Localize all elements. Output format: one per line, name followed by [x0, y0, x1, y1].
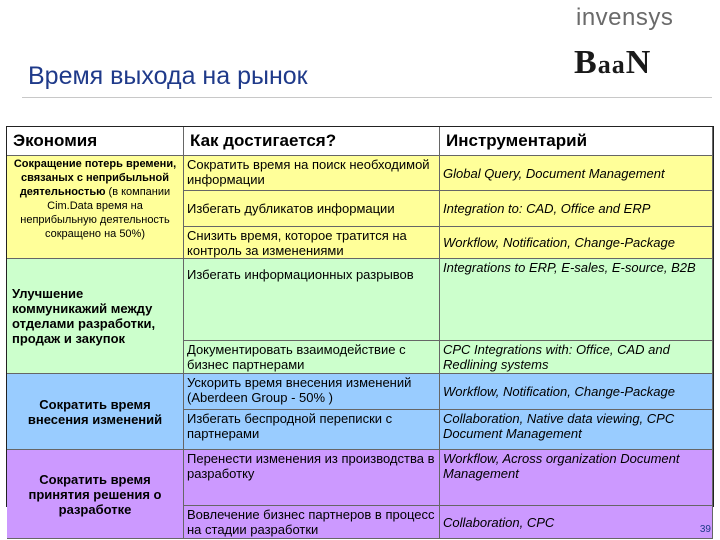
how-cell-1: Сократить время на поиск необходимой информации	[184, 156, 440, 191]
economy-purple-text: Сократить время принятия решения о разработке	[28, 471, 162, 517]
tool-cell-4: Integrations to ERP, E-sales, E-source, B2B	[440, 259, 713, 341]
how-cell-7: Избегать беспродной переписки с партнерами	[184, 410, 440, 450]
tool-cell-5: CPC Integrations with: Office, CAD and Redlining systems	[440, 341, 713, 374]
header-economy: Экономия	[7, 127, 184, 156]
baan-logo-n: N	[625, 44, 652, 81]
economy-cell-purple	[7, 450, 184, 539]
how-cell-4: Избегать информационных разрывов	[184, 259, 440, 341]
slide-title: Время выхода на рынок	[28, 62, 308, 90]
how-cell-8: Перенести изменения из производства в разработку	[184, 450, 440, 506]
page-number: 39	[699, 524, 711, 535]
tool-cell-1: Global Query, Document Management	[440, 156, 713, 191]
tool-cell-9: Collaboration, CPC	[440, 506, 713, 539]
baan-logo-b: B	[574, 44, 598, 81]
economy-yellow-bold: Сокращение потерь времени, связаных с неприбыльной деятельностью	[13, 158, 177, 198]
title-divider	[22, 97, 712, 98]
tool-cell-6: Workflow, Notification, Change-Package	[440, 374, 713, 410]
economy-cell-blue	[7, 374, 184, 450]
how-cell-2: Избегать дубликатов информации	[184, 191, 440, 227]
economy-yellow-note: (в компании Cim.Data время на неприбыльную деятельность сокращено на 50%)	[20, 186, 171, 240]
economy-green-text: Улучшение коммуникажий между отделами разработки, продаж и закупок	[12, 286, 156, 346]
how-cell-3: Снизить время, которое тратится на контроль за изменениями	[184, 227, 440, 259]
how-cell-6: Ускорить время внесения изменений (Aberdeen Group - 50% )	[184, 374, 440, 410]
how-cell-9: Вовлечение бизнес партнеров в процесс на стадии разработки	[184, 506, 440, 539]
how-cell-5: Документировать взаимодействие с бизнес партнерами	[184, 341, 440, 374]
tool-cell-7: Collaboration, Native data viewing, CPC Document Management	[440, 410, 713, 450]
tool-cell-8: Workflow, Across organization Document Management	[440, 450, 713, 506]
economy-blue-text: Сократить время внесения изменений	[27, 396, 163, 427]
tool-cell-2: Integration to: CAD, Office and ERP	[440, 191, 713, 227]
economy-cell-yellow	[7, 156, 184, 259]
baan-logo-aa: aa	[597, 50, 626, 79]
baan-logo	[574, 44, 651, 82]
economy-cell-green	[7, 259, 184, 374]
tool-cell-3: Workflow, Notification, Change-Package	[440, 227, 713, 259]
header-how: Как достигается?	[184, 127, 440, 156]
invensys-logo: invensys	[576, 4, 674, 31]
header-tools: Инструментарий	[440, 127, 713, 156]
